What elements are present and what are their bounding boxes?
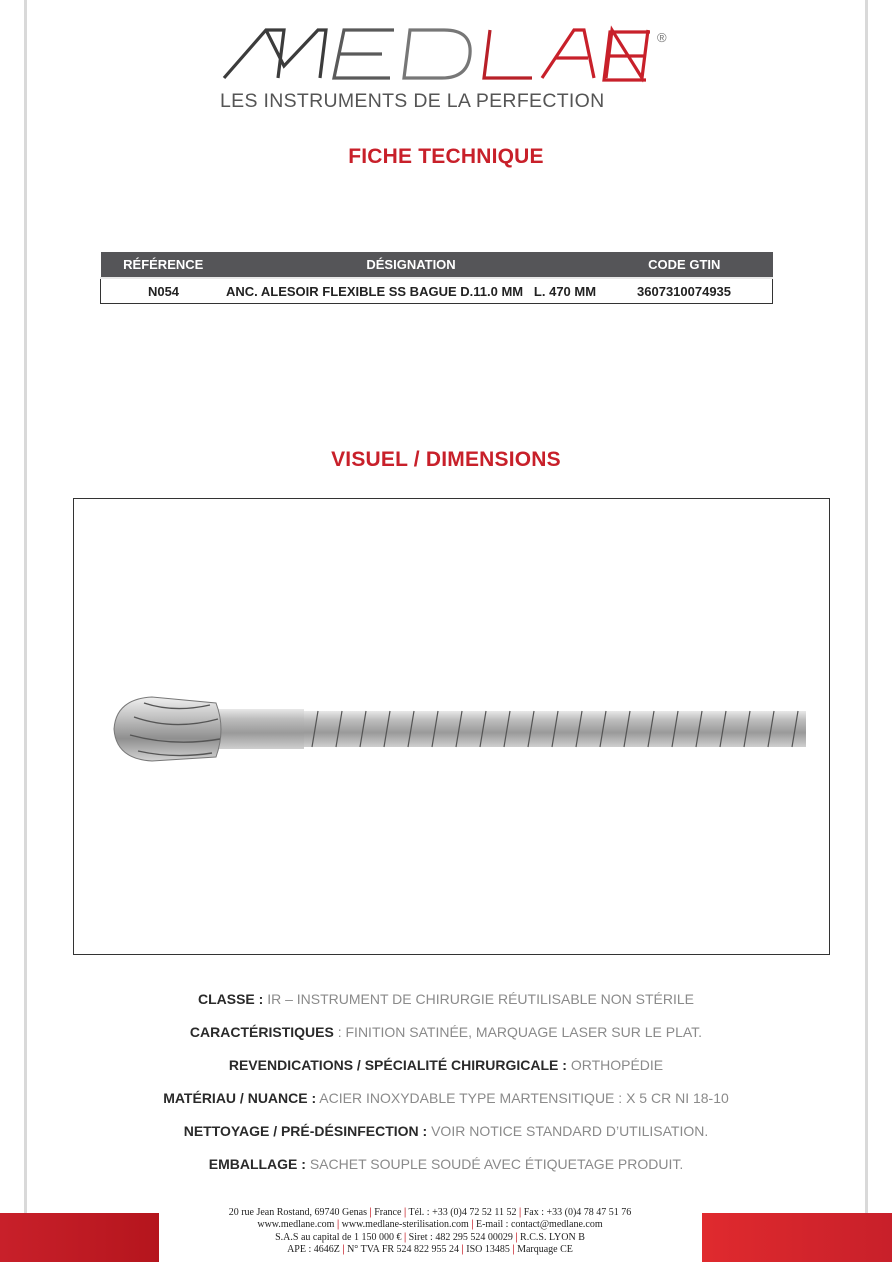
- footer-web-link-sterilisation[interactable]: www.medlane-sterilisation.com: [339, 1219, 472, 1231]
- brand-tagline: LES INSTRUMENTS DE LA PERFECTION: [220, 90, 605, 112]
- spec-materiau: [0, 1087, 892, 1120]
- table-header-row: [101, 252, 773, 278]
- header-designation: DÉSIGNATION: [226, 252, 596, 278]
- registered-mark: ®: [657, 30, 667, 45]
- spec-revendications: [0, 1054, 892, 1087]
- spec-label: REVENDICATIONS / SPÉCIALITÉ CHIRURGICALE :: [228, 1057, 567, 1073]
- spec-value: ORTHOPÉDIE: [566, 1057, 664, 1073]
- footer-tel: Tél. : +33 (0)4 72 52 11 52: [406, 1207, 519, 1218]
- spec-label: CLASSE :: [197, 991, 264, 1007]
- spec-classe: [0, 988, 892, 1021]
- footer-fax: Fax : +33 (0)4 78 47 51 76: [521, 1207, 632, 1218]
- footer-address: 20 rue Jean Rostand, 69740 Genas: [228, 1207, 368, 1218]
- spec-value: : FINITION SATINÉE, MARQUAGE LASER SUR LE PLAT.: [333, 1024, 703, 1040]
- footer-ape: APE : 4646Z: [287, 1243, 343, 1255]
- fiche-technique-title: FICHE TECHNIQUE: [348, 145, 544, 168]
- footer-email[interactable]: E-mail : contact@medlane.com: [473, 1219, 603, 1231]
- reference-table: [100, 252, 773, 304]
- footer-line-web: www.medlane.com | www.medlane-sterilisation.com | E-mail : contact@medlane.com: [257, 1219, 603, 1231]
- product-image-frame: [73, 498, 830, 955]
- reamer-illustration: [74, 499, 829, 954]
- footer-rcs: R.C.S. LYON B: [517, 1231, 585, 1243]
- footer-siret: Siret : 482 295 524 00029: [406, 1231, 516, 1243]
- spec-label: CARACTÉRISTIQUES: [189, 1024, 334, 1040]
- specifications-list: [0, 988, 892, 1186]
- company-footer: [160, 1207, 700, 1256]
- spec-label: NETTOYAGE / PRÉ-DÉSINFECTION :: [183, 1123, 428, 1139]
- footer-red-bar-right: [702, 1213, 892, 1262]
- footer-line-registration: APE : 4646Z | N° TVA FR 524 822 955 24 | ISO 13485 | Marquage CE: [287, 1243, 573, 1255]
- spec-value: VOIR NOTICE STANDARD D’UTILISATION.: [427, 1123, 709, 1139]
- spec-caracteristiques: [0, 1021, 892, 1054]
- visuel-dimensions-title: VISUEL / DIMENSIONS: [331, 448, 561, 471]
- table-row: [101, 278, 773, 304]
- spec-value: ACIER INOXYDABLE TYPE MARTENSITIQUE : X 5 CR NI 18-10: [316, 1090, 729, 1106]
- footer-iso: ISO 13485: [463, 1243, 513, 1255]
- footer-red-bar-left: [0, 1213, 159, 1262]
- spec-emballage: [0, 1153, 892, 1186]
- footer-country: France: [371, 1207, 404, 1218]
- cell-reference: N054: [101, 278, 226, 304]
- footer-tva: N° TVA FR 524 822 955 24: [344, 1243, 462, 1255]
- spec-label: MATÉRIAU / NUANCE :: [163, 1090, 317, 1106]
- logo-letter-e: [602, 30, 654, 82]
- footer-capital: S.A.S au capital de 1 150 000 €: [275, 1231, 404, 1243]
- cell-designation: ANC. ALESOIR FLEXIBLE SS BAGUE D.11.0 MM L. 470 MM: [226, 278, 596, 304]
- footer-ce: Marquage CE: [514, 1243, 573, 1255]
- header-gtin: CODE GTIN: [596, 252, 772, 278]
- spec-value: IR – INSTRUMENT DE CHIRURGIE RÉUTILISABLE NON STÉRILE: [263, 991, 695, 1007]
- spec-value: SACHET SOUPLE SOUDÉ AVEC ÉTIQUETAGE PRODUIT.: [305, 1156, 684, 1172]
- spec-nettoyage: [0, 1120, 892, 1153]
- header-reference: RÉFÉRENCE: [101, 252, 226, 278]
- footer-line-address: 20 rue Jean Rostand, 69740 Genas | France | Tél. : +33 (0)4 72 52 11 52 | Fax : +33 (0)4 78 47 51 76: [228, 1207, 632, 1218]
- cell-gtin: 3607310074935: [596, 278, 772, 304]
- footer-web-link[interactable]: www.medlane.com: [257, 1219, 337, 1231]
- footer-line-legal: S.A.S au capital de 1 150 000 € | Siret : 482 295 524 00029 | R.C.S. LYON B: [275, 1231, 585, 1243]
- spec-label: EMBALLAGE :: [208, 1156, 306, 1172]
